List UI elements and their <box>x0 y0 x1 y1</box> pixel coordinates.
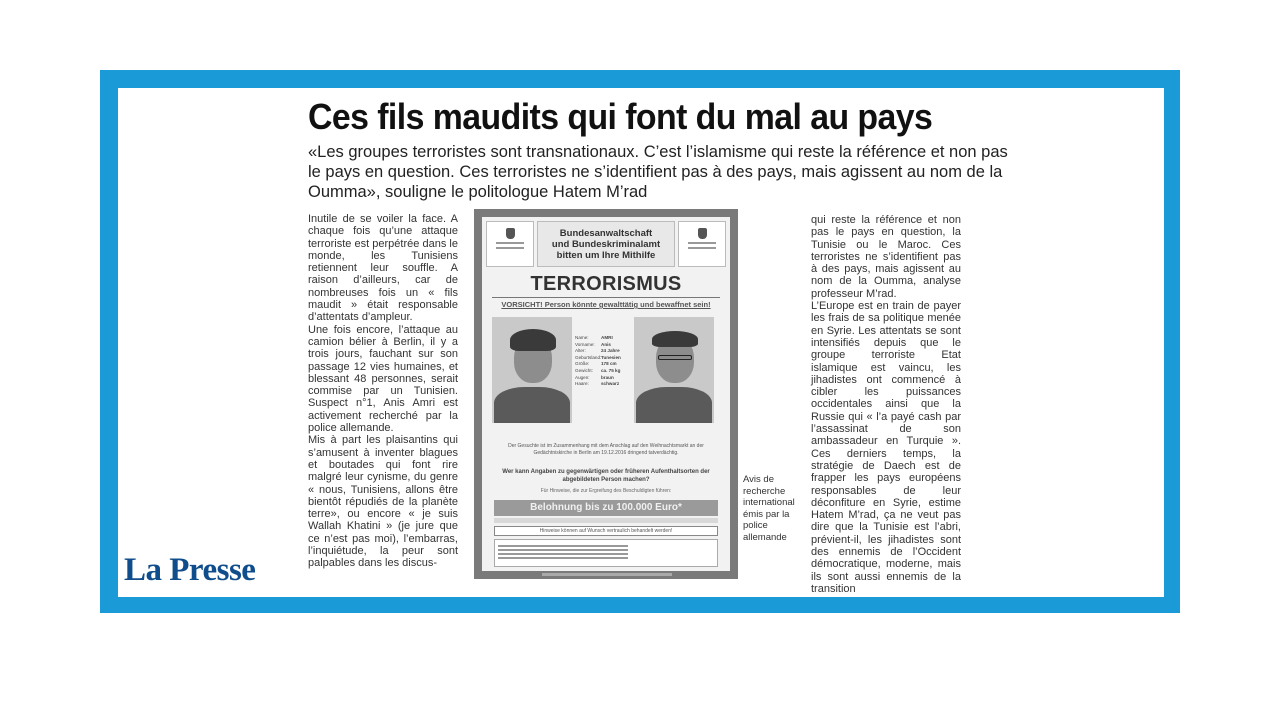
paragraph: Inutile de se voiler la face. A chaque fois qu’une attaque terroriste est perpétrée dans le monde, les Tunisiens retiennent leur souffle. A raison d’ailleurs, car de nombreuses fois un « fils maudit » était responsable d’attentats d’ampleur. <box>308 213 458 324</box>
suspect-photo-left <box>492 317 572 423</box>
authority-line: Bundesanwaltschaft <box>559 227 653 239</box>
lead-paragraph: «Les groupes terroristes sont transnationaux. C’est l’islamisme qui reste la référence et non pas le pays en question. Ces terroristes ne s’identifient pas à des pays, mais agissent au nom de la Oumma», souligne le politologue Hatem M’rad <box>308 143 1008 201</box>
wanted-poster <box>474 209 738 579</box>
poster-confidential: Hinweise können auf Wunsch vertraulich behandelt werden! <box>494 526 718 536</box>
headline: Ces fils maudits qui font du mal au pays <box>308 96 933 137</box>
reward-footnote <box>494 518 718 523</box>
paragraph: L’Europe est en train de payer les frais de sa politique menée en Syrie. Les attentats se sont intensifiés depuis que le groupe terroriste Etat islamique est vaincu, les jihadistes ont commencé à cibler les puissances occidentales ainsi que la Russie qui « l’a payé cash par l’assassinat de son ambassadeur en Turquie ». Ces derniers temps, la stratégie de Daech est de frapper les pays européens responsables de leur déconfiture en Syrie, estime Hatem M’rad, ça ne veut pas dire que la Tunisie est l’abri, prévient-il, les jihadistes sont des ennemis de l’Occident démocratique, moderne, mais ils sont aussi ennemis de la transition <box>811 300 961 595</box>
poster-warning: VORSICHT! Person könnte gewalttätig und bewaffnet sein! <box>501 300 711 309</box>
poster-contact-box <box>494 539 718 567</box>
poster-authority <box>537 221 675 267</box>
poster-header <box>486 221 726 267</box>
detail-row: Gewicht: ca. 75 kg <box>575 367 621 373</box>
detail-row: Name: AMRI <box>575 335 613 340</box>
detail-row: Alter: 24 Jahre <box>575 348 620 354</box>
poster-title: TERRORISMUS <box>530 273 682 295</box>
detail-row: Haare: schwarz <box>575 381 620 387</box>
divider <box>492 297 720 298</box>
federal-eagle-icon <box>486 221 534 267</box>
la-presse-logo: La Presse <box>124 552 256 588</box>
paragraph: Mis à part les plaisantins qui s’amusent à inventer blagues et boutades qui font rire malgré leur cynisme, du genre « nous, Tunisiens, allons être bientôt répudiés de la planète terre», ou encore « je suis Wallah Khatini » (je jure que ce n’est pas moi), l’embarras, l’inquiétude, la peur sont palpables dans les discus- <box>308 434 458 570</box>
poster-hint: Für Hinweise, die zur Ergreifung des Beschuldigten führen: <box>540 488 672 494</box>
suspect-details <box>575 335 633 388</box>
poster-reward: Belohnung bis zu 100.000 Euro* <box>494 500 718 516</box>
article-clipping <box>118 88 1164 597</box>
suspect-photo-right <box>634 317 714 423</box>
poster-text: Der Gesuchte ist im Zusammenhang mit dem Anschlag auf den Weihnachtsmarkt an der Gedächtniskirche in Berlin am 19.12.2016 dringend tatverdächtig. <box>508 443 704 456</box>
detail-row: Größe: 178 cm <box>575 361 617 367</box>
right-column <box>811 214 961 595</box>
paragraph: Une fois encore, l’attaque au camion bélier à Berlin, il y a trois jours, fauchant sur son passage 12 vies humaines, et blessant 48 personnes, serait commise par un Tunisien. Suspect n°1, Anis Amri est activement recherché par la police allemande. <box>308 323 458 435</box>
detail-row: Vorname: Anis <box>575 341 611 347</box>
authority-line: und Bundeskriminalamt <box>551 238 661 250</box>
poster-footer <box>542 573 672 576</box>
left-column <box>308 213 458 570</box>
poster-question: Wer kann Angaben zu gegenwärtigen oder früheren Aufenthaltsorten der abgebildeten Person machen? <box>502 469 710 483</box>
photo-caption: Avis de recherche international émis par la police allemande <box>743 474 795 543</box>
detail-row: Geburtsland: Tunesien <box>575 354 621 360</box>
detail-row: Augen: braun <box>575 374 614 380</box>
article-frame <box>100 70 1180 613</box>
authority-line: bitten um Ihre Mithilfe <box>556 249 656 261</box>
poster-sheet <box>482 217 730 571</box>
federal-eagle-icon <box>678 221 726 267</box>
paragraph: qui reste la référence et non pas le pays en question, la Tunisie ou le Maroc. Ces terroristes ne s’identifient pas à des pays, mais agissent au nom de la Oumma, analyse professeur M’rad. <box>811 214 961 300</box>
